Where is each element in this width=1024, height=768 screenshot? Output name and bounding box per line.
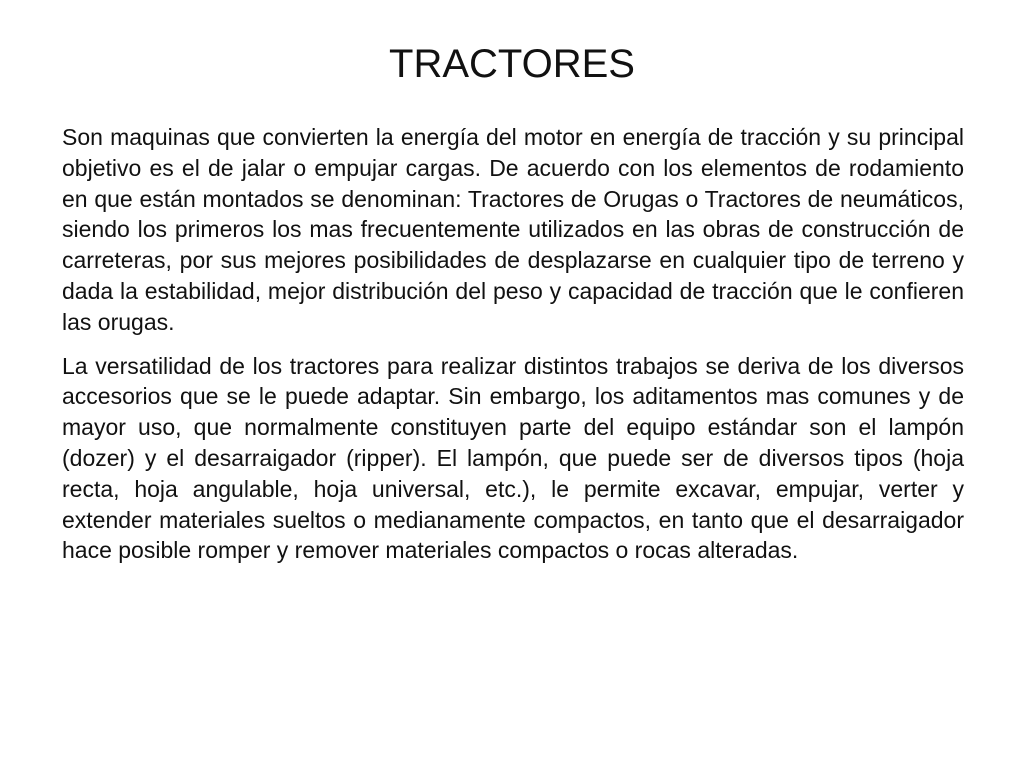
body-paragraph: La versatilidad de los tractores para realizar distintos trabajos se deriva de los diversos accesorios que se le puede adaptar. Sin embargo, los aditamentos mas comunes y de mayor uso, que normalmente constituyen parte del equipo estándar son el lampón (dozer) y el desarraigador (ripper). El lampón, que puede ser de diversos tipos (hoja recta, hoja angulable, hoja universal, etc.), le permite excavar, empujar, verter y extender materiales sueltos o medianamente compactos, en tanto que el desarraigador hace posible romper y remover materiales compactos o rocas alteradas. xyxy=(62,352,964,564)
slide-body xyxy=(62,122,964,579)
slide-title: TRACTORES xyxy=(389,42,635,86)
body-paragraph: Son maquinas que convierten la energía del motor en energía de tracción y su principal objetivo es el de jalar o empujar cargas. De acuerdo con los elementos de rodamiento en que están montados se denominan: Tractores de Orugas o Tractores de neumáticos, siendo los primeros los mas frecuentemente utilizados en las obras de construcción de carreteras, por sus mejores posibilidades de desplazarse en cualquier tipo de terreno y dada la estabilidad, mejor distribución del peso y capacidad de tracción que le confieren las orugas. xyxy=(62,124,964,335)
